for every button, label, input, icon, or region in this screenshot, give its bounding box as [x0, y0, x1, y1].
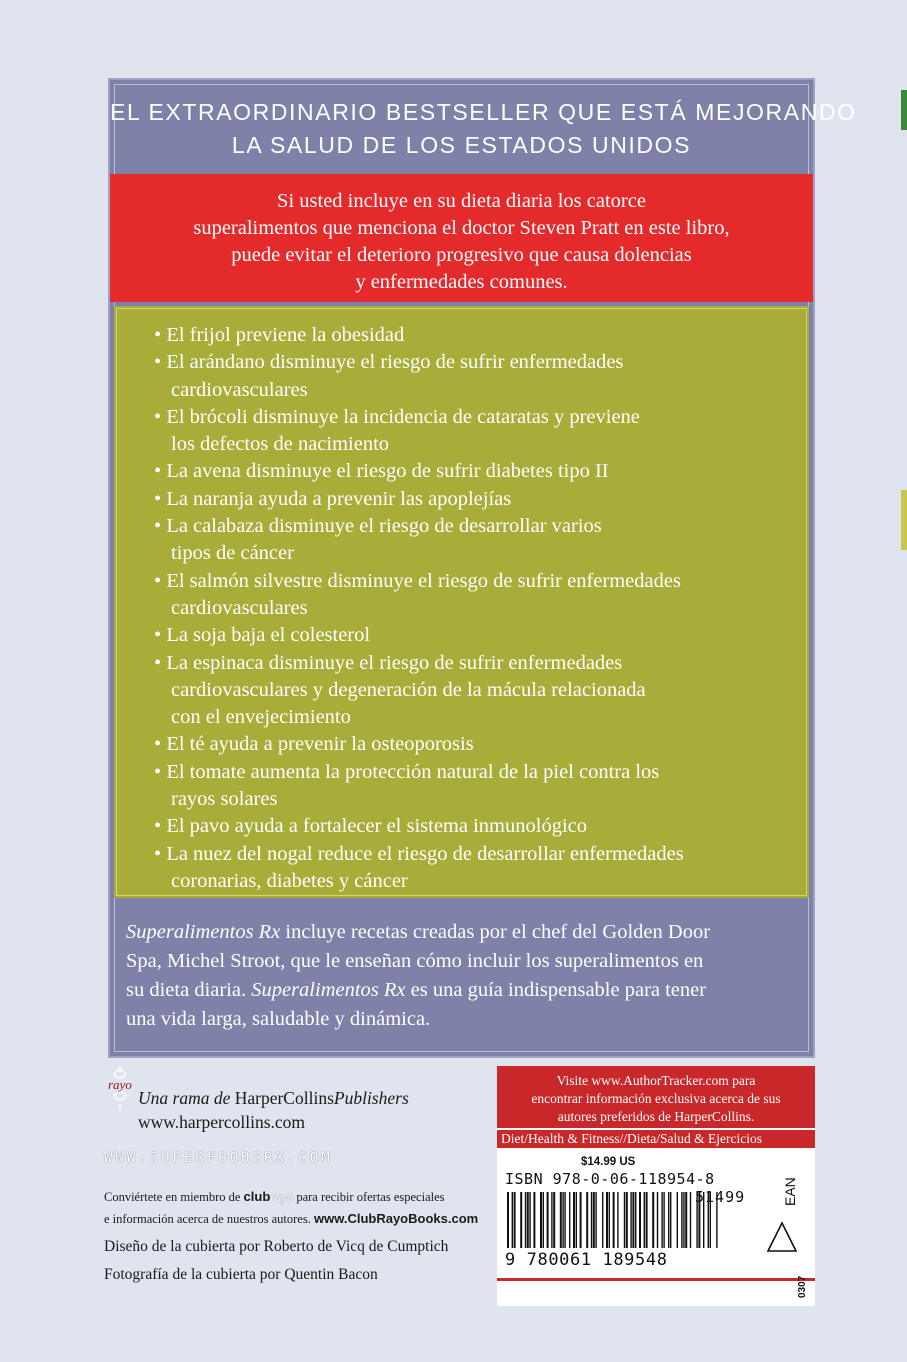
barcode-bar [573, 1192, 575, 1248]
barcode-bar [580, 1192, 582, 1248]
barcode-bar [533, 1192, 535, 1248]
barcode-bar [617, 1192, 618, 1248]
list-item [154, 759, 793, 814]
headline-line-1: EL EXTRAORDINARIO BESTSELLER QUE ESTÁ MEJORANDO [110, 99, 857, 125]
intro-band [110, 174, 813, 302]
item-text: El frijol previene la obesidad [166, 324, 405, 346]
bullet: • [154, 405, 162, 428]
author-tracker-box [497, 1066, 815, 1128]
bullet: • [154, 487, 162, 510]
barcode-bar [529, 1192, 530, 1248]
item-text: El arándano disminuye el riesgo de sufrir enfermedades [166, 351, 624, 374]
item-text: El brócoli disminuye la incidencia de cataratas y previene [166, 405, 640, 428]
superfoods-list [154, 322, 793, 895]
list-item [154, 813, 793, 840]
bullet: • [154, 624, 162, 647]
list-item [154, 513, 793, 568]
club-text: Conviértete en miembro de [104, 1190, 244, 1204]
barcode-bar [685, 1192, 687, 1248]
barcode-bar [547, 1192, 549, 1248]
item-text: La naranja ayuda a prevenir las apoplejías [166, 487, 512, 510]
bullet: • [154, 324, 162, 346]
item-text: La soja baja el colesterol [166, 624, 371, 647]
category-strip: Diet/Health & Fitness//Dieta/Salud & Ejercicios [497, 1130, 815, 1148]
list-item [154, 404, 793, 459]
intro-line-1: Si usted incluye en su dieta diaria los catorce [277, 190, 646, 212]
barcode-number: 9 780061 189548 [505, 1250, 668, 1270]
list-item [154, 568, 793, 623]
barcode-bar [606, 1192, 608, 1248]
list-item [154, 322, 793, 349]
bullet: • [154, 651, 162, 674]
tracker-line-2: encontrar información exclusiva acerca de sus [531, 1091, 781, 1106]
publisher-website[interactable]: www.harpercollins.com [138, 1112, 306, 1132]
item-continuation: cardiovasculares y degeneración de la mácula relacionada [171, 678, 646, 701]
imprint-name: HarperCollins [230, 1088, 334, 1108]
barcode-bar [624, 1192, 625, 1248]
barcode-bar [593, 1192, 595, 1248]
item-continuation: tipos de cáncer [171, 542, 294, 565]
blurb-text: su dieta diaria. [126, 979, 252, 1001]
bullet: • [154, 569, 162, 592]
headline [110, 96, 857, 162]
list-item [154, 841, 793, 896]
price: $14.99 US [581, 1156, 636, 1168]
spine-edge [901, 90, 907, 850]
barcode-bar [670, 1192, 671, 1248]
tracker-line-1: Visite www.AuthorTracker.com para [556, 1073, 756, 1088]
item-continuation: coronarias, diabetes y cáncer [171, 869, 408, 892]
item-text: El salmón silvestre disminuye el riesgo de sufrir enfermedades [166, 569, 681, 592]
bullet: • [154, 351, 162, 374]
bullet: • [154, 815, 162, 838]
list-item [154, 349, 793, 404]
barcode-bar [630, 1192, 631, 1248]
item-continuation: los defectos de nacimiento [171, 433, 390, 456]
item-text: El pavo ayuda a fortalecer el sistema inmunológico [166, 815, 587, 838]
cover-frame [108, 78, 857, 1058]
barcode-bar [635, 1192, 636, 1248]
blurb-line-3 [126, 976, 801, 1005]
club-url[interactable]: www.ClubRayoBooks.com [313, 1211, 479, 1226]
intro-line-4: y enfermedades comunes. [355, 271, 568, 293]
book-title: Superalimentos Rx [126, 921, 281, 943]
imprint-prefix: Una rama de [138, 1088, 231, 1108]
list-item [154, 458, 793, 485]
bullet: • [154, 733, 162, 756]
club-rayo-text [104, 1186, 478, 1230]
barcode-bar [562, 1192, 563, 1248]
imprint-suffix: Publishers [333, 1088, 409, 1108]
tag-divider [497, 1278, 815, 1281]
barcode-bar [527, 1192, 529, 1248]
barcode-bar [591, 1192, 592, 1248]
intro-line-2: superalimentos que menciona el doctor Steven Pratt en este libro, [193, 217, 730, 239]
club-text: e información acerca de nuestros autores. [104, 1212, 314, 1226]
cover-design-credit: Diseño de la cubierta por Roberto de Vicq de Cumptich [104, 1238, 449, 1255]
barcode-bar [602, 1192, 603, 1248]
item-text: La nuez del nogal reduce el riesgo de desarrollar enfermedades [166, 842, 684, 865]
ean-label: EAN [782, 1177, 798, 1206]
barcode-bar [609, 1192, 610, 1248]
price-tag [497, 1066, 815, 1306]
bullet: • [154, 842, 162, 865]
barcode-bar [644, 1192, 645, 1248]
barcode-bar [520, 1192, 522, 1248]
publisher-info [104, 1062, 494, 1362]
barcode-bar [512, 1192, 513, 1248]
barcode-bar [639, 1192, 641, 1248]
barcode-bar [657, 1192, 658, 1248]
barcode-bar [576, 1192, 577, 1248]
barcode-bar [543, 1192, 544, 1248]
barcode-bar [677, 1192, 678, 1248]
barcode-bar [586, 1192, 588, 1248]
barcode-bar [613, 1192, 615, 1248]
barcode-bar [525, 1192, 526, 1248]
barcode-bar [668, 1192, 669, 1248]
item-continuation: con el envejecimiento [171, 706, 351, 729]
list-item [154, 731, 793, 758]
club-rayo-word: rayo [270, 1190, 294, 1204]
list-item [154, 486, 793, 513]
barcode-bar [632, 1192, 634, 1248]
barcode-bar [626, 1192, 628, 1248]
item-text: La calabaza disminuye el riesgo de desarrollar varios [166, 515, 602, 538]
imprint-line [138, 1088, 409, 1109]
barcode-bar [661, 1192, 662, 1248]
triangle-icon [765, 1220, 799, 1254]
club-word: club [243, 1189, 271, 1204]
intro-text [110, 188, 813, 296]
barcode-bar [595, 1192, 596, 1248]
blurb-line-4: una vida larga, saludable y dinámica. [126, 1008, 431, 1030]
addon-code: 51499 [695, 1188, 746, 1206]
barcode-bar [646, 1192, 648, 1248]
cover-photo-credit: Fotografía de la cubierta por Quentin Bacon [104, 1266, 378, 1283]
intro-line-3: puede evitar el deterioro progresivo que causa dolencias [231, 244, 692, 266]
barcode-bar [652, 1192, 654, 1248]
blurb-line-1 [126, 918, 801, 947]
print-code: 0307 [797, 1275, 808, 1298]
item-continuation: cardiovasculares [171, 596, 308, 619]
bullet: • [154, 460, 162, 483]
superfoods-panel [114, 306, 809, 898]
item-text: La avena disminuye el riesgo de sufrir diabetes tipo II [166, 460, 609, 483]
club-line-1 [104, 1186, 478, 1208]
bullet: • [154, 760, 162, 783]
item-continuation: rayos solares [171, 788, 278, 811]
barcode-bar [560, 1192, 562, 1248]
book-title: Superalimentos Rx [251, 979, 406, 1001]
bullet: • [154, 515, 162, 538]
barcode-bar [683, 1192, 684, 1248]
blurb-text: incluye recetas creadas por el chef del Golden Door [280, 921, 711, 943]
tracker-line-3: autores preferidos de HarperCollins. [557, 1109, 755, 1124]
barcode-bar [507, 1192, 509, 1248]
barcode-bar [681, 1192, 682, 1248]
barcode-bar [569, 1192, 570, 1248]
item-continuation: cardiovasculares [171, 378, 308, 401]
barcode-bar [540, 1192, 542, 1248]
barcode-bar [690, 1192, 691, 1248]
isbn: ISBN 978-0-06-118954-8 [505, 1170, 715, 1188]
blurb-line-2: Spa, Michel Stroot, que le enseñan cómo incluir los superalimentos en [126, 950, 704, 972]
item-text: La espinaca disminuye el riesgo de sufrir enfermedades [166, 651, 623, 674]
club-text: para recibir ofertas especiales [293, 1190, 445, 1204]
superfoods-url[interactable]: WWW.SUPERFOODSRX.COM [104, 1150, 333, 1166]
item-text: El tomate aumenta la protección natural de la piel contra los [166, 760, 660, 783]
blurb-text: es una guía indispensable para tener [405, 979, 707, 1001]
barcode-bar [663, 1192, 664, 1248]
barcode-bar [551, 1192, 552, 1248]
list-item [154, 650, 793, 732]
headline-line-2: LA SALUD DE LOS ESTADOS UNIDOS [231, 132, 692, 158]
item-text: El té ayuda a prevenir la osteoporosis [166, 733, 474, 756]
logo-text: rayo [108, 1077, 132, 1092]
barcode-bar [564, 1192, 565, 1248]
club-line-2 [104, 1208, 478, 1230]
list-item [154, 622, 793, 649]
barcode-bar [514, 1192, 516, 1248]
barcode-bar [553, 1192, 555, 1248]
book-blurb [126, 918, 801, 1034]
